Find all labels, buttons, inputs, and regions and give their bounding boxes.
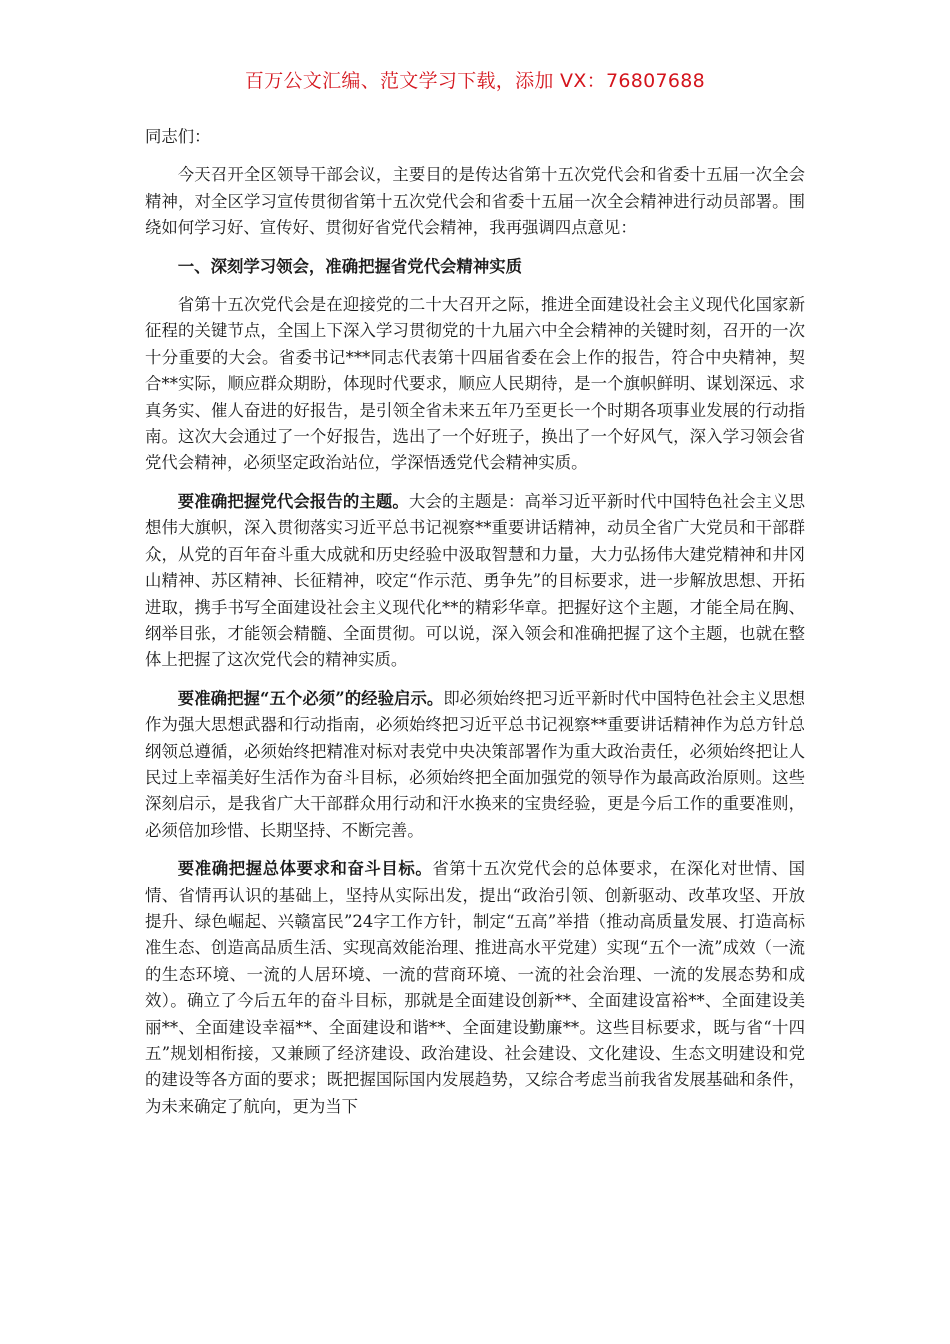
paragraph-3-body: 即必须始终把习近平新时代中国特色社会主义思想作为强大思想武器和行动指南，必须始终把习近平总书记视察**重要讲话精神作为总方针总纲领总遵循，必须始终把精准对标对表党中央决策部署作为重大政治责任，必须始终把让人民过上幸福美好生活作为奋斗目标，必须始终把全面加强党的领导作为最高政治原则。这些深刻启示，是我省广大干部群众用行动和汗水换来的宝贵经验，更是今后工作的重要准则，必须倍加珍惜、长期坚持、不断完善。 (145, 688, 805, 840)
section-heading-1: 一、深刻学习领会，准确把握省党代会精神实质 (177, 256, 522, 276)
paragraph-1: 省第十五次党代会是在迎接党的二十大召开之际，推进全面建设社会主义现代化国家新征程的关键节点，全国上下深入学习贯彻党的十九届六中全会精神的关键时刻，召开的一次十分重要的大会。省委书记***同志代表第十四届省委在会上作的报告，符合中央精神，契合**实际，顺应群众期盼，体现时代要求，顺应人民期待，是一个旗帜鲜明、谋划深远、求真务实、催人奋进的好报告，是引领全省未来五年乃至更长一个时期各项事业发展的行动指南。这次大会通过了一个好报告，选出了一个好班子，换出了一个好风气，深入学习领会省党代会精神，必须坚定政治站位，学深悟透党代会精神实质。 (145, 295, 805, 473)
paragraph-2-lead: 要准确把握党代会报告的主题。 (177, 491, 409, 511)
header-banner: 百万公文汇编、范文学习下载，添加 VX：76807688 (244, 70, 706, 92)
paragraph-2 (145, 489, 805, 674)
paragraph-4-lead: 要准确把握总体要求和奋斗目标。 (177, 859, 433, 879)
paragraph-4-body: 省第十五次党代会的总体要求，在深化对世情、国情、省情再认识的基础上，坚持从实际出发，提出“政治引领、创新驱动、改革攻坚、开放提升、绿色崛起、兴赣富民”24字工作方针，制定“五高”举措（推动高质量发展、打造高标准生态、创造高品质生活、实现高效能治理、推进高水平党建）实现“五个一流”成效（一流的生态环境、一流的人居环境、一流的营商环境、一流的社会治理、一流的发展态势和成效）。确立了今后五年的奋斗目标，那就是全面建设创新**、全面建设富裕**、全面建设美丽**、全面建设幸福**、全面建设和谐**、全面建设勤廉**。这些目标要求，既与省“十四五”规划相衔接，又兼顾了经济建设、政治建设、社会建设、文化建设、生态文明建设和党的建设等各方面的要求；既把握国际国内发展趋势，又综合考虑当前我省发展基础和条件，为未来确定了航向，更为当下 (145, 859, 806, 1116)
paragraph-3-lead: 要准确把握“五个必须”的经验启示。 (177, 688, 444, 708)
paragraph-3 (145, 686, 805, 844)
document-body (145, 124, 805, 1132)
intro-paragraph: 今天召开全区领导干部会议，主要目的是传达省第十五次党代会和省委十五届一次全会精神，对全区学习宣传贯彻省第十五次党代会和省委十五届一次全会精神进行动员部署。围绕如何学习好、宣传好、贯彻好省党代会精神，我再强调四点意见： (145, 165, 805, 238)
paragraph-4 (145, 856, 805, 1120)
paragraph-2-body: 大会的主题是：高举习近平新时代中国特色社会主义思想伟大旗帜，深入贯彻落实习近平总书记视察**重要讲话精神，动员全省广大党员和干部群众，从党的百年奋斗重大成就和历史经验中汲取智慧和力量，大力弘扬伟大建党精神和井冈山精神、苏区精神、长征精神，咬定“作示范、勇争先”的目标要求，进一步解放思想、开拓进取，携手书写全面建设社会主义现代化**的精彩华章。把握好这个主题，才能全局在胸、纲举目张，才能领会精髓、全面贯彻。可以说，深入领会和准确把握了这个主题，也就在整体上把握了这次党代会的精神实质。 (145, 491, 806, 670)
salutation: 同志们： (145, 127, 211, 146)
